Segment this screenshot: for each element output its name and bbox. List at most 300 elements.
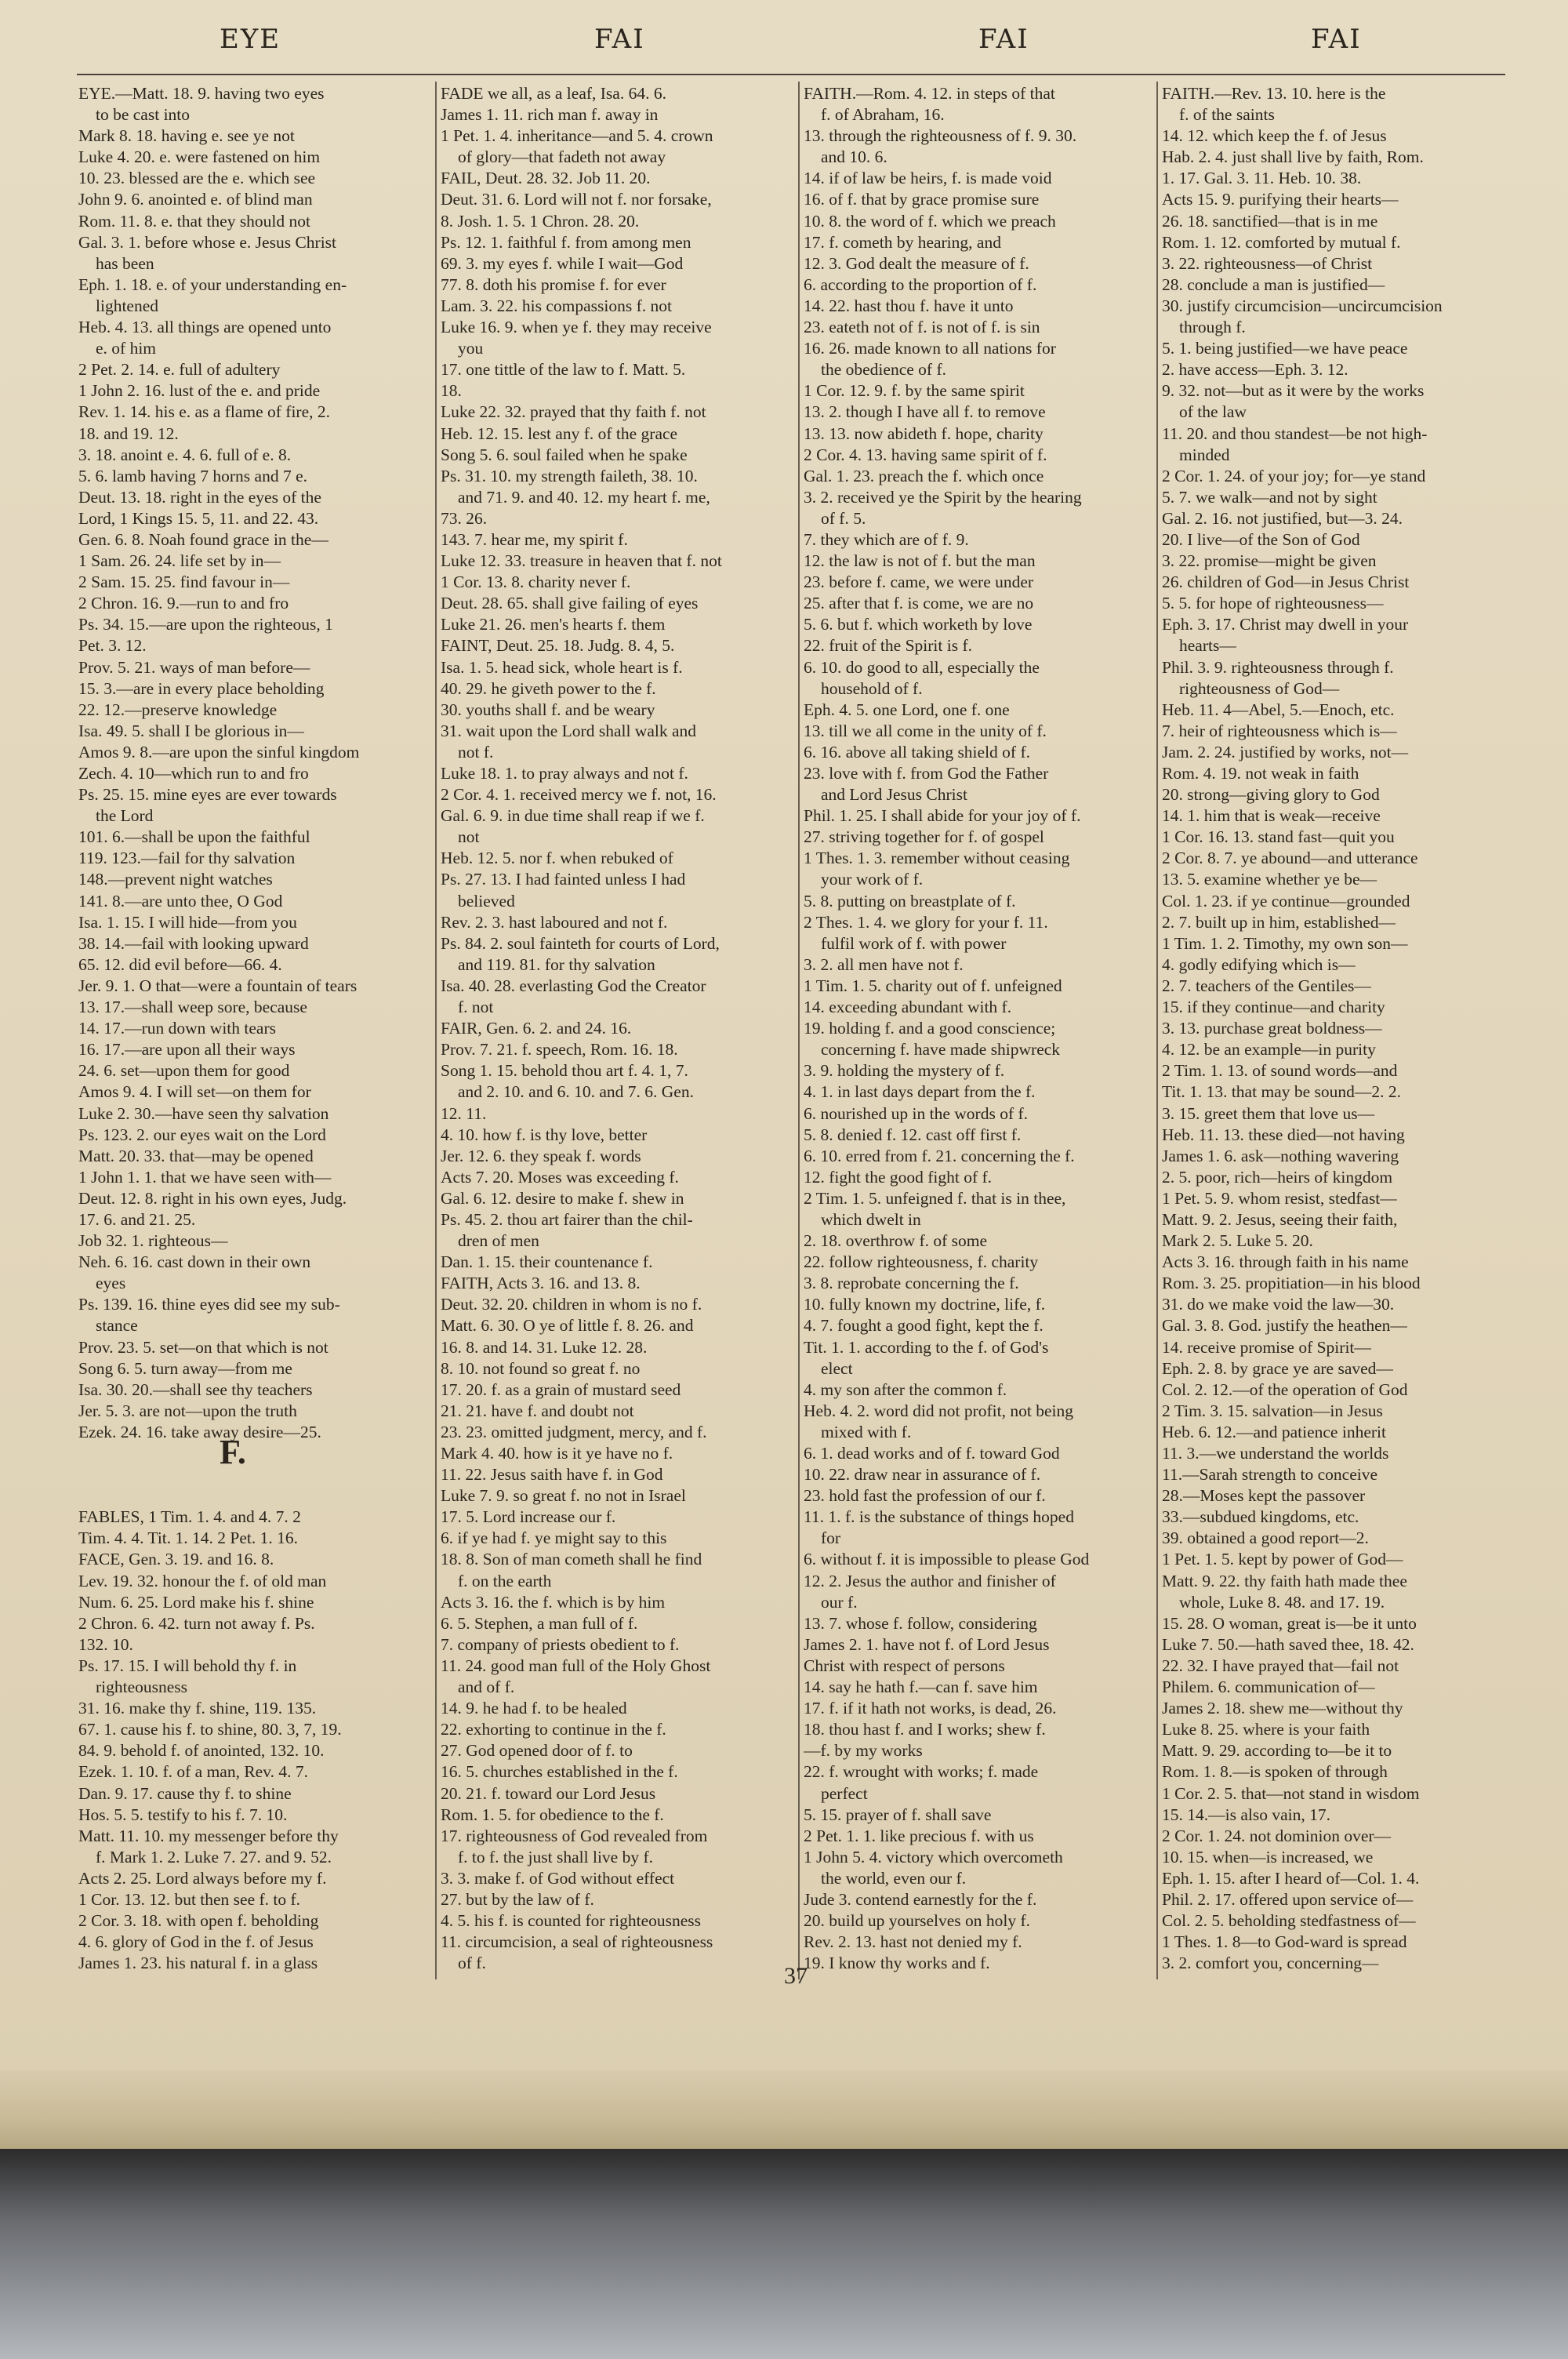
concordance-line: the world, even our f. bbox=[821, 1868, 967, 1888]
concordance-line: Phil. 3. 9. righteousness through f. bbox=[1162, 657, 1394, 677]
concordance-line: 14. if of law be heirs, f. is made void bbox=[804, 169, 1052, 188]
concordance-line: 13. 13. now abideth f. hope, charity bbox=[804, 423, 1044, 443]
concordance-line: 6. 1. dead works and of f. toward God bbox=[804, 1444, 1060, 1463]
concordance-line: 2. 7. teachers of the Gentiles— bbox=[1162, 976, 1371, 995]
concordance-line: 3. 22. promise—might be given bbox=[1162, 551, 1377, 571]
concordance-line: Prov. 5. 21. ways of man before— bbox=[78, 657, 310, 677]
concordance-line: 20. build up yourselves on holy f. bbox=[804, 1911, 1031, 1931]
concordance-column-2 bbox=[441, 83, 778, 1974]
concordance-line: 16. 5. churches established in the f. bbox=[441, 1762, 678, 1782]
concordance-line: 23. eateth not of f. is not of f. is sin bbox=[804, 318, 1040, 337]
concordance-line: Isa. 30. 20.—shall see thy teachers bbox=[78, 1379, 313, 1399]
concordance-line: 15. if they continue—and charity bbox=[1162, 998, 1385, 1017]
concordance-line: perfect bbox=[821, 1783, 868, 1803]
concordance-line: 26. 18. sanctified—that is in me bbox=[1162, 211, 1378, 231]
concordance-line: 6. 10. do good to all, especially the bbox=[804, 657, 1040, 677]
concordance-line: 11. 1. f. is the substance of things hoped bbox=[804, 1507, 1074, 1527]
concordance-line: Heb. 6. 12.—and patience inherit bbox=[1162, 1422, 1386, 1441]
concordance-line: 1 Cor. 12. 9. f. by the same spirit bbox=[804, 381, 1025, 401]
concordance-line: Amos 9. 8.—are upon the sinful kingdom bbox=[78, 742, 360, 761]
concordance-line: 23. 23. omitted judgment, mercy, and f. bbox=[441, 1422, 707, 1441]
concordance-line: the Lord bbox=[96, 806, 154, 826]
concordance-line: 12. 2. Jesus the author and finisher of bbox=[804, 1571, 1056, 1590]
concordance-line: 11. 3.—we understand the worlds bbox=[1162, 1444, 1389, 1463]
concordance-line: 1 Cor. 2. 5. that—not stand in wisdom bbox=[1162, 1783, 1420, 1803]
concordance-line: Gal. 3. 8. God. justify the heathen— bbox=[1162, 1316, 1407, 1336]
concordance-line: Eph. 3. 17. Christ may dwell in your bbox=[1162, 615, 1409, 634]
concordance-line: 21. 21. have f. and doubt not bbox=[441, 1401, 634, 1420]
concordance-line: f. of Abraham, 16. bbox=[821, 105, 945, 125]
concordance-line: Phil. 1. 25. I shall abide for your joy of f. bbox=[804, 806, 1081, 826]
header-rule bbox=[77, 74, 1505, 75]
concordance-line: concerning f. have made shipwreck bbox=[821, 1040, 1061, 1060]
concordance-line: Amos 9. 4. I will set—on them for bbox=[78, 1082, 311, 1102]
concordance-column-1 bbox=[78, 83, 416, 1974]
concordance-line: e. of him bbox=[96, 339, 157, 358]
concordance-line: Job 32. 1. righteous— bbox=[78, 1231, 228, 1251]
concordance-line: FAIR, Gen. 6. 2. and 24. 16. bbox=[441, 1019, 632, 1038]
concordance-line: and 10. 6. bbox=[821, 147, 887, 167]
concordance-line: 16. 8. and 14. 31. Luke 12. 28. bbox=[441, 1337, 648, 1357]
concordance-line: 26. children of God—in Jesus Christ bbox=[1162, 572, 1410, 592]
concordance-line: 16. of f. that by grace promise sure bbox=[804, 190, 1040, 209]
concordance-line: 11. 24. good man full of the Holy Ghost bbox=[441, 1656, 711, 1675]
concordance-line: 11. 22. Jesus saith have f. in God bbox=[441, 1465, 663, 1485]
concordance-line: dren of men bbox=[458, 1231, 539, 1251]
concordance-line: 19. I know thy works and f. bbox=[804, 1954, 990, 1973]
concordance-line: 2 Cor. 8. 7. ye abound—and utterance bbox=[1162, 849, 1418, 868]
concordance-line: 13. through the righteousness of f. 9. 30. bbox=[804, 126, 1077, 146]
concordance-line: Tim. 4. 4. Tit. 1. 14. 2 Pet. 1. 16. bbox=[78, 1528, 298, 1548]
concordance-line: Rev. 2. 3. hast laboured and not f. bbox=[441, 912, 668, 932]
concordance-line: Gal. 6. 12. desire to make f. shew in bbox=[441, 1188, 684, 1208]
concordance-line: 4. 5. his f. is counted for righteousness bbox=[441, 1911, 702, 1931]
concordance-line: 17. 5. Lord increase our f. bbox=[441, 1507, 616, 1527]
concordance-line: Mark 4. 40. how is it ye have no f. bbox=[441, 1444, 673, 1463]
concordance-line: 2. 5. poor, rich—heirs of kingdom bbox=[1162, 1167, 1393, 1187]
concordance-line: Lord, 1 Kings 15. 5, 11. and 22. 43. bbox=[78, 508, 319, 528]
concordance-line: 1 Pet. 5. 9. whom resist, stedfast— bbox=[1162, 1188, 1397, 1208]
concordance-line: 84. 9. behold f. of anointed, 132. 10. bbox=[78, 1741, 325, 1761]
concordance-line: 13. 5. examine whether ye be— bbox=[1162, 870, 1377, 889]
concordance-line: Jer. 9. 1. O that—were a fountain of tears bbox=[78, 976, 358, 995]
concordance-line: Heb. 4. 13. all things are opened unto bbox=[78, 318, 332, 337]
concordance-line: Luke 4. 20. e. were fastened on him bbox=[78, 147, 321, 167]
concordance-line: 65. 12. did evil before—66. 4. bbox=[78, 954, 282, 974]
concordance-line: 22. f. wrought with works; f. made bbox=[804, 1762, 1039, 1782]
concordance-line: 14. 1. him that is weak—receive bbox=[1162, 806, 1381, 826]
concordance-line: 17. righteousness of God revealed from bbox=[441, 1826, 708, 1845]
concordance-line: 14. 9. he had f. to be healed bbox=[441, 1699, 627, 1718]
concordance-line: whole, Luke 8. 48. and 17. 19. bbox=[1179, 1592, 1385, 1612]
concordance-line: Gal. 1. 23. preach the f. which once bbox=[804, 466, 1044, 485]
concordance-line: 4. 6. glory of God in the f. of Jesus bbox=[78, 1932, 314, 1952]
concordance-line: has been bbox=[96, 253, 154, 273]
concordance-line: 27. but by the law of f. bbox=[441, 1889, 594, 1909]
concordance-line: 1 Pet. 1. 4. inheritance—and 5. 4. crown bbox=[441, 126, 713, 146]
concordance-line: Ps. 12. 1. faithful f. from among men bbox=[441, 232, 691, 252]
concordance-line: Jude 3. contend earnestly for the f. bbox=[804, 1889, 1037, 1909]
concordance-line: 2. have access—Eph. 3. 12. bbox=[1162, 360, 1348, 380]
concordance-line: Gal. 2. 16. not justified, but—3. 24. bbox=[1162, 508, 1403, 528]
concordance-line: 8. Josh. 1. 5. 1 Chron. 28. 20. bbox=[441, 211, 640, 231]
concordance-line: to be cast into bbox=[96, 105, 191, 125]
concordance-line: minded bbox=[1179, 445, 1230, 464]
concordance-line: 14. 22. hast thou f. have it unto bbox=[804, 296, 1014, 315]
concordance-line: 1 Cor. 13. 8. charity never f. bbox=[441, 572, 631, 592]
concordance-line: Luke 2. 30.—have seen thy salvation bbox=[78, 1103, 329, 1123]
concordance-line: and Lord Jesus Christ bbox=[821, 785, 967, 805]
concordance-line: mixed with f. bbox=[821, 1422, 912, 1441]
concordance-line: and of f. bbox=[458, 1677, 515, 1697]
concordance-line: 6. nourished up in the words of f. bbox=[804, 1103, 1029, 1123]
concordance-line: f. not bbox=[458, 998, 494, 1017]
concordance-line: 11. circumcision, a seal of righteousness bbox=[441, 1932, 713, 1952]
concordance-line: James 1. 11. rich man f. away in bbox=[441, 105, 659, 125]
concordance-line: 3. 8. reprobate concerning the f. bbox=[804, 1274, 1019, 1293]
concordance-line: which dwelt in bbox=[821, 1209, 921, 1229]
concordance-line: Luke 21. 26. men's hearts f. them bbox=[441, 615, 666, 634]
concordance-line: 13. till we all come in the unity of f. bbox=[804, 721, 1047, 740]
concordance-line: Prov. 7. 21. f. speech, Rom. 16. 18. bbox=[441, 1040, 678, 1060]
concordance-line: Matt. 9. 29. according to—be it to bbox=[1162, 1741, 1392, 1761]
concordance-line: 148.—prevent night watches bbox=[78, 870, 273, 889]
concordance-line: 9. 32. not—but as it were by the works bbox=[1162, 381, 1425, 401]
concordance-line: 39. obtained a good report—2. bbox=[1162, 1528, 1369, 1548]
concordance-line: Luke 12. 33. treasure in heaven that f. not bbox=[441, 551, 722, 571]
concordance-line: 12. 3. God dealt the measure of f. bbox=[804, 253, 1029, 273]
concordance-line: 10. 23. blessed are the e. which see bbox=[78, 169, 316, 188]
concordance-line: Acts 7. 20. Moses was exceeding f. bbox=[441, 1167, 679, 1187]
concordance-line: 28. conclude a man is justified— bbox=[1162, 274, 1385, 294]
concordance-line: Rom. 1. 5. for obedience to the f. bbox=[441, 1805, 664, 1824]
concordance-line: Deut. 13. 18. right in the eyes of the bbox=[78, 487, 321, 507]
concordance-line: 2 Cor. 1. 24. not dominion over— bbox=[1162, 1826, 1392, 1845]
concordance-line: Eph. 1. 18. e. of your understanding en- bbox=[78, 274, 347, 294]
concordance-line: 5. 6. but f. which worketh by love bbox=[804, 615, 1033, 634]
concordance-line: 13. 2. though I have all f. to remove bbox=[804, 402, 1046, 422]
concordance-line: James 2. 18. shew me—without thy bbox=[1162, 1699, 1403, 1718]
concordance-line: 22. 12.—preserve knowledge bbox=[78, 700, 278, 719]
concordance-line: Dan. 9. 17. cause thy f. to shine bbox=[78, 1783, 292, 1803]
concordance-line: 10. 15. when—is increased, we bbox=[1162, 1847, 1374, 1866]
concordance-line: 2. 7. built up in him, established— bbox=[1162, 912, 1396, 932]
running-head-col4: FAI bbox=[1311, 24, 1362, 55]
concordance-line: Eph. 1. 15. after I heard of—Col. 1. 4. bbox=[1162, 1868, 1420, 1888]
concordance-line: Deut. 12. 8. right in his own eyes, Judg. bbox=[78, 1188, 347, 1208]
concordance-line: and 71. 9. and 40. 12. my heart f. me, bbox=[458, 487, 710, 507]
concordance-line: Eph. 2. 8. by grace ye are saved— bbox=[1162, 1358, 1393, 1378]
concordance-line: 15. 14.—is also vain, 17. bbox=[1162, 1805, 1330, 1824]
concordance-line: Ps. 27. 13. I had fainted unless I had bbox=[441, 870, 686, 889]
concordance-line: Ps. 17. 15. I will behold thy f. in bbox=[78, 1656, 297, 1675]
concordance-line: f. of the saints bbox=[1179, 105, 1275, 125]
concordance-line: Hos. 5. 5. testify to his f. 7. 10. bbox=[78, 1805, 288, 1824]
concordance-line bbox=[78, 1485, 416, 1507]
concordance-line: 1 John 1. 1. that we have seen with— bbox=[78, 1167, 332, 1187]
concordance-line: 15. 3.—are in every place beholding bbox=[78, 678, 325, 698]
concordance-line: 13. 17.—shall weep sore, because bbox=[78, 998, 307, 1017]
concordance-line: 69. 3. my eyes f. while I wait—God bbox=[441, 253, 684, 273]
concordance-line: 31. wait upon the Lord shall walk and bbox=[441, 721, 697, 740]
concordance-line: 6. if ye had f. ye might say to this bbox=[441, 1528, 667, 1548]
page-number: 37 bbox=[784, 1963, 808, 1989]
concordance-line: 1 Pet. 1. 5. kept by power of God— bbox=[1162, 1550, 1403, 1569]
concordance-line: Mark 2. 5. Luke 5. 20. bbox=[1162, 1231, 1313, 1251]
concordance-line: 143. 7. hear me, my spirit f. bbox=[441, 529, 628, 549]
concordance-line: you bbox=[458, 339, 484, 358]
concordance-line: Jer. 5. 3. are not—upon the truth bbox=[78, 1401, 297, 1420]
concordance-line: 18. and 19. 12. bbox=[78, 423, 179, 443]
concordance-line: Matt. 9. 22. thy faith hath made thee bbox=[1162, 1571, 1407, 1590]
concordance-line: 1 Cor. 16. 13. stand fast—quit you bbox=[1162, 827, 1395, 847]
concordance-line: Jer. 12. 6. they speak f. words bbox=[441, 1146, 641, 1165]
concordance-line: 20. strong—giving glory to God bbox=[1162, 785, 1380, 805]
concordance-line: FAINT, Deut. 25. 18. Judg. 8. 4, 5. bbox=[441, 636, 675, 656]
concordance-line: 5. 1. being justified—we have peace bbox=[1162, 339, 1408, 358]
concordance-line: Rom. 3. 25. propitiation—in his blood bbox=[1162, 1274, 1421, 1293]
concordance-line: Neh. 6. 16. cast down in their own bbox=[78, 1252, 311, 1272]
concordance-line: 2 Thes. 1. 4. we glory for your f. 11. bbox=[804, 912, 1048, 932]
concordance-line: 17. f. if it hath not works, is dead, 26. bbox=[804, 1699, 1057, 1718]
concordance-line: James 1. 6. ask—nothing wavering bbox=[1162, 1146, 1399, 1165]
concordance-line: Eph. 4. 5. one Lord, one f. one bbox=[804, 700, 1010, 719]
concordance-line: FACE, Gen. 3. 19. and 16. 8. bbox=[78, 1550, 274, 1569]
running-head-col1: EYE bbox=[220, 24, 281, 55]
concordance-line: Jam. 2. 24. justified by works, not— bbox=[1162, 742, 1409, 761]
concordance-line: Luke 22. 32. prayed that thy faith f. not bbox=[441, 402, 706, 422]
concordance-line: 17. 6. and 21. 25. bbox=[78, 1209, 196, 1229]
concordance-line: 18. 8. Son of man cometh shall he find bbox=[441, 1550, 702, 1569]
concordance-column-4 bbox=[1162, 83, 1499, 1974]
concordance-line: 1 Thes. 1. 3. remember without ceasing bbox=[804, 849, 1070, 868]
concordance-line: Ps. 25. 15. mine eyes are ever towards bbox=[78, 785, 337, 805]
concordance-line: 5. 15. prayer of f. shall save bbox=[804, 1805, 992, 1824]
concordance-line: Philem. 6. communication of— bbox=[1162, 1677, 1375, 1697]
concordance-line: Rom. 4. 19. not weak in faith bbox=[1162, 764, 1359, 783]
concordance-line: 67. 1. cause his f. to shine, 80. 3, 7, 19. bbox=[78, 1720, 342, 1739]
concordance-line: Deut. 31. 6. Lord will not f. nor forsake, bbox=[441, 190, 712, 209]
concordance-line: 3. 2. comfort you, concerning— bbox=[1162, 1954, 1379, 1973]
concordance-line: Zech. 4. 10—which run to and fro bbox=[78, 764, 309, 783]
concordance-line: not bbox=[458, 827, 480, 847]
concordance-line: Ps. 31. 10. my strength faileth, 38. 10. bbox=[441, 466, 698, 485]
concordance-line: righteousness bbox=[96, 1677, 188, 1697]
concordance-line: 5. 7. we walk—and not by sight bbox=[1162, 487, 1377, 507]
concordance-line: Matt. 6. 30. O ye of little f. 8. 26. and bbox=[441, 1316, 694, 1336]
concordance-line: Col. 2. 12.—of the operation of God bbox=[1162, 1379, 1408, 1399]
concordance-line: f. to f. the just shall live by f. bbox=[458, 1847, 654, 1866]
concordance-line: Isa. 1. 5. head sick, whole heart is f. bbox=[441, 657, 683, 677]
concordance-line: f. on the earth bbox=[458, 1571, 552, 1590]
running-head-col2: FAI bbox=[594, 24, 645, 55]
concordance-line: 4. my son after the common f. bbox=[804, 1379, 1007, 1399]
concordance-line: 3. 15. greet them that love us— bbox=[1162, 1103, 1375, 1123]
concordance-line: of glory—that fadeth not away bbox=[458, 147, 666, 167]
concordance-line: 14. receive promise of Spirit— bbox=[1162, 1337, 1371, 1357]
concordance-line: 11. 20. and thou standest—be not high- bbox=[1162, 423, 1428, 443]
concordance-line: Luke 7. 50.—hath saved thee, 18. 42. bbox=[1162, 1634, 1414, 1654]
concordance-line: Acts 3. 16. the f. which is by him bbox=[441, 1592, 666, 1612]
concordance-line: 5. 5. for hope of righteousness— bbox=[1162, 594, 1384, 613]
concordance-line: 1 John 5. 4. victory which overcometh bbox=[804, 1847, 1063, 1866]
concordance-line: believed bbox=[458, 891, 515, 911]
concordance-line: Rom. 11. 8. e. that they should not bbox=[78, 211, 311, 231]
concordance-line: 7. they which are of f. 9. bbox=[804, 529, 969, 549]
concordance-line: 17. one tittle of the law to f. Matt. 5. bbox=[441, 360, 686, 380]
concordance-line: 2 Chron. 16. 9.—run to and fro bbox=[78, 594, 289, 613]
concordance-line: Acts 15. 9. purifying their hearts— bbox=[1162, 190, 1399, 209]
concordance-line: Phil. 2. 17. offered upon service of— bbox=[1162, 1889, 1414, 1909]
concordance-line: of the law bbox=[1179, 402, 1247, 422]
concordance-line: Num. 6. 25. Lord make his f. shine bbox=[78, 1592, 314, 1612]
concordance-line: 12. the law is not of f. but the man bbox=[804, 551, 1036, 571]
concordance-line: 22. fruit of the Spirit is f. bbox=[804, 636, 972, 656]
concordance-line: Matt. 11. 10. my messenger before thy bbox=[78, 1826, 339, 1845]
concordance-line: 12. 11. bbox=[441, 1103, 487, 1123]
concordance-line: 28.—Moses kept the passover bbox=[1162, 1486, 1366, 1506]
concordance-line: Ps. 34. 15.—are upon the righteous, 1 bbox=[78, 615, 333, 634]
scanner-background bbox=[0, 2149, 1568, 2359]
concordance-line: 10. 22. draw near in assurance of f. bbox=[804, 1465, 1041, 1485]
concordance-line: 27. striving together for f. of gospel bbox=[804, 827, 1044, 847]
column-divider bbox=[435, 82, 437, 1979]
concordance-line: 5. 8. denied f. 12. cast off first f. bbox=[804, 1125, 1022, 1144]
concordance-line: 1 Sam. 26. 24. life set by in— bbox=[78, 551, 281, 571]
concordance-line: Ezek. 1. 10. f. of a man, Rev. 4. 7. bbox=[78, 1762, 308, 1782]
concordance-line: Ps. 123. 2. our eyes wait on the Lord bbox=[78, 1125, 326, 1144]
concordance-line: 14. say he hath f.—can f. save him bbox=[804, 1677, 1038, 1697]
concordance-line: 5. 6. lamb having 7 horns and 7 e. bbox=[78, 466, 307, 485]
concordance-line: 16. 26. made known to all nations for bbox=[804, 339, 1056, 358]
concordance-line: Isa. 40. 28. everlasting God the Creator bbox=[441, 976, 706, 995]
concordance-line: 3. 18. anoint e. 4. 6. full of e. 8. bbox=[78, 445, 292, 464]
concordance-line: 15. 28. O woman, great is—be it unto bbox=[1162, 1613, 1417, 1633]
concordance-line: 6. according to the proportion of f. bbox=[804, 274, 1037, 294]
concordance-line: your work of f. bbox=[821, 870, 924, 889]
concordance-line: righteousness of God— bbox=[1179, 678, 1340, 698]
concordance-line: James 2. 1. have not f. of Lord Jesus bbox=[804, 1634, 1050, 1654]
concordance-line: 2. 18. overthrow f. of some bbox=[804, 1231, 988, 1251]
concordance-line: 22. follow righteousness, f. charity bbox=[804, 1252, 1039, 1272]
concordance-line: Tit. 1. 1. according to the f. of God's bbox=[804, 1337, 1049, 1357]
concordance-line: 4. 7. fought a good fight, kept the f. bbox=[804, 1316, 1044, 1336]
concordance-line: Ps. 84. 2. soul fainteth for courts of Lord, bbox=[441, 933, 720, 953]
concordance-line: 3. 2. received ye the Spirit by the hearing bbox=[804, 487, 1082, 507]
concordance-line: Christ with respect of persons bbox=[804, 1656, 1005, 1675]
concordance-line: 2 Pet. 1. 1. like precious f. with us bbox=[804, 1826, 1034, 1845]
concordance-line: 101. 6.—shall be upon the faithful bbox=[78, 827, 310, 847]
concordance-line: 14. 12. which keep the f. of Jesus bbox=[1162, 126, 1387, 146]
concordance-line: our f. bbox=[821, 1592, 858, 1612]
concordance-line: Gen. 6. 8. Noah found grace in the— bbox=[78, 529, 328, 549]
concordance-line: 38. 14.—fail with looking upward bbox=[78, 933, 309, 953]
concordance-line: —f. by my works bbox=[804, 1741, 923, 1761]
concordance-line: 2 Tim. 3. 15. salvation—in Jesus bbox=[1162, 1401, 1383, 1420]
concordance-line: Acts 2. 25. Lord always before my f. bbox=[78, 1868, 327, 1888]
concordance-line: 31. 16. make thy f. shine, 119. 135. bbox=[78, 1699, 317, 1718]
concordance-line: 5. 8. putting on breastplate of f. bbox=[804, 891, 1016, 911]
concordance-line: EYE.—Matt. 18. 9. having two eyes bbox=[78, 84, 325, 103]
concordance-line: Ezek. 24. 16. take away desire—25. bbox=[78, 1422, 321, 1441]
concordance-line: 25. after that f. is come, we are no bbox=[804, 594, 1034, 613]
concordance-line: 10. 8. the word of f. which we preach bbox=[804, 211, 1056, 231]
concordance-line: Luke 18. 1. to pray always and not f. bbox=[441, 764, 688, 783]
concordance-line: Pet. 3. 12. bbox=[78, 636, 147, 656]
concordance-line: FAIL, Deut. 28. 32. Job 11. 20. bbox=[441, 169, 651, 188]
concordance-line: 3. 13. purchase great boldness— bbox=[1162, 1019, 1382, 1038]
concordance-line: the obedience of f. bbox=[821, 360, 946, 380]
concordance-line: Rom. 1. 8.—is spoken of through bbox=[1162, 1762, 1388, 1782]
concordance-line: 6. 5. Stephen, a man full of f. bbox=[441, 1613, 638, 1633]
concordance-line: Heb. 12. 5. nor f. when rebuked of bbox=[441, 849, 673, 868]
concordance-line: 73. 26. bbox=[441, 508, 488, 528]
concordance-line: Ps. 139. 16. thine eyes did see my sub- bbox=[78, 1295, 340, 1314]
concordance-line: 17. 20. f. as a grain of mustard seed bbox=[441, 1379, 681, 1399]
concordance-line: 12. fight the good fight of f. bbox=[804, 1167, 993, 1187]
concordance-line: Gal. 6. 9. in due time shall reap if we f. bbox=[441, 806, 705, 826]
column-divider bbox=[798, 82, 800, 1979]
concordance-line: Hab. 2. 4. just shall live by faith, Rom. bbox=[1162, 147, 1424, 167]
concordance-line: Lev. 19. 32. honour the f. of old man bbox=[78, 1571, 327, 1590]
concordance-line: 1 Cor. 13. 12. but then see f. to f. bbox=[78, 1889, 301, 1909]
concordance-line: Deut. 28. 65. shall give failing of eyes bbox=[441, 594, 699, 613]
concordance-line: 141. 8.—are unto thee, O God bbox=[78, 891, 283, 911]
concordance-line: Rev. 2. 13. hast not denied my f. bbox=[804, 1932, 1022, 1952]
concordance-line: Song 1. 15. behold thou art f. 4. 1, 7. bbox=[441, 1061, 688, 1081]
concordance-line: 18. thou hast f. and I works; shew f. bbox=[804, 1720, 1046, 1739]
concordance-line: 1 John 2. 16. lust of the e. and pride bbox=[78, 381, 321, 401]
concordance-line: Luke 7. 9. so great f. no not in Israel bbox=[441, 1486, 686, 1506]
page-bottom-edge bbox=[0, 2070, 1568, 2154]
concordance-line: 4. 10. how f. is thy love, better bbox=[441, 1125, 648, 1144]
concordance-line: Dan. 1. 15. their countenance f. bbox=[441, 1252, 653, 1272]
concordance-line: 7. company of priests obedient to f. bbox=[441, 1634, 680, 1654]
concordance-line bbox=[78, 1443, 416, 1464]
concordance-line: hearts— bbox=[1179, 636, 1236, 656]
concordance-line: Heb. 4. 2. word did not profit, not being bbox=[804, 1401, 1073, 1420]
concordance-line: Mark 8. 18. having e. see ye not bbox=[78, 126, 295, 146]
concordance-line: 24. 6. set—upon them for good bbox=[78, 1061, 290, 1081]
concordance-line: 2 Chron. 6. 42. turn not away f. Ps. bbox=[78, 1613, 315, 1633]
concordance-line: 4. 12. be an example—in purity bbox=[1162, 1040, 1376, 1060]
concordance-line: 27. God opened door of f. to bbox=[441, 1741, 633, 1761]
concordance-line: of f. 5. bbox=[821, 508, 866, 528]
concordance-line: and 119. 81. for thy salvation bbox=[458, 954, 655, 974]
concordance-line: FADE we all, as a leaf, Isa. 64. 6. bbox=[441, 84, 666, 103]
concordance-line: Col. 1. 23. if ye continue—grounded bbox=[1162, 891, 1410, 911]
concordance-line: 20. 21. f. toward our Lord Jesus bbox=[441, 1783, 656, 1803]
concordance-line: 11.—Sarah strength to conceive bbox=[1162, 1465, 1378, 1485]
concordance-line: 10. fully known my doctrine, life, f. bbox=[804, 1295, 1046, 1314]
concordance-line: 3. 3. make f. of God without effect bbox=[441, 1868, 675, 1888]
concordance-line: 4. godly edifying which is— bbox=[1162, 954, 1356, 974]
concordance-line: Isa. 1. 15. I will hide—from you bbox=[78, 912, 297, 932]
concordance-line: FAITH.—Rom. 4. 12. in steps of that bbox=[804, 84, 1055, 103]
concordance-line: Prov. 23. 5. set—on that which is not bbox=[78, 1337, 328, 1357]
concordance-line: 119. 123.—fail for thy salvation bbox=[78, 849, 296, 868]
concordance-line: 1 Thes. 1. 8—to God-ward is spread bbox=[1162, 1932, 1407, 1952]
concordance-line: 2 Sam. 15. 25. find favour in— bbox=[78, 572, 290, 592]
concordance-line: 2 Cor. 1. 24. of your joy; for—ye stand bbox=[1162, 466, 1426, 485]
concordance-line: FABLES, 1 Tim. 1. 4. and 4. 7. 2 bbox=[78, 1507, 301, 1527]
concordance-line: Lam. 3. 22. his compassions f. not bbox=[441, 296, 673, 315]
concordance-line: 1. 17. Gal. 3. 11. Heb. 10. 38. bbox=[1162, 169, 1362, 188]
concordance-line: James 1. 23. his natural f. in a glass bbox=[78, 1954, 318, 1973]
concordance-line: elect bbox=[821, 1358, 853, 1378]
concordance-line: FAITH.—Rev. 13. 10. here is the bbox=[1162, 84, 1386, 103]
concordance-line: Song 5. 6. soul failed when he spake bbox=[441, 445, 688, 464]
